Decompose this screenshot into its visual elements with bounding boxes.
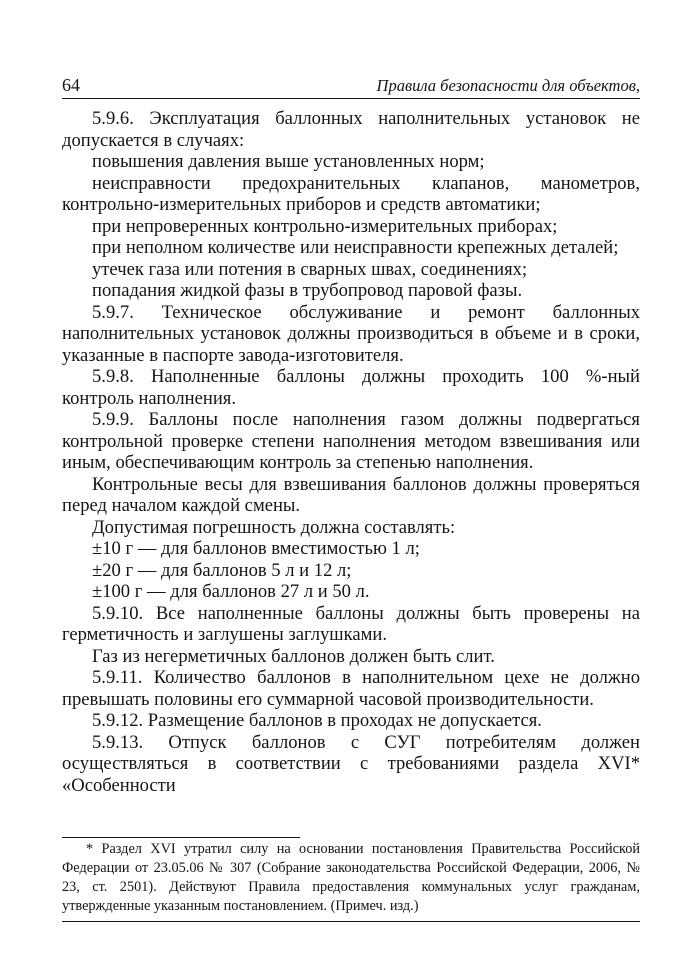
paragraph: повышения давления выше установленных норм; xyxy=(92,151,485,172)
paragraph: ±10 г — для баллонов вместимостью 1 л; xyxy=(92,538,420,559)
paragraph: 5.9.7. Техническое обслуживание и ремонт баллонных наполнительных установок должны производиться в объеме и в сроки, указанные в паспорте завода-изготовителя. xyxy=(62,301,640,366)
paragraph: 5.9.13. Отпуск баллонов с СУГ потребителям должен осуществляться в соответствии с требованиями раздела XVI* «Особенности xyxy=(62,731,640,796)
page-header xyxy=(62,74,640,99)
paragraph: 5.9.9. Баллоны после наполнения газом должны подвергаться контрольной проверке степени наполнения методом взвешивания или иным, обеспечивающим контроль за степенью наполнения. xyxy=(62,409,640,473)
footnote: * Раздел XVI утратил силу на основании постановления Правительства Российской Федерации от 23.05.06 № 307 (Собрание законодательства Российской Федерации, 2006, № 23, ст. 2501). Действуют Правила предоставления коммунальных услуг гражданам, утвержденные указанным постановлением. (Примеч. изд.) xyxy=(62,841,640,914)
running-title: Правила безопасности для объектов, xyxy=(376,76,640,95)
paragraph: неисправности предохранительных клапанов, манометров, контрольно-измерительных приборов и средств автоматики; xyxy=(62,172,640,215)
page-number: 64 xyxy=(62,75,80,95)
paragraph: ±20 г — для баллонов 5 л и 12 л; xyxy=(92,559,352,581)
paragraph: Газ из негерметичных баллонов должен быть слит. xyxy=(92,645,495,667)
footnote-divider xyxy=(62,837,300,838)
paragraph: Контрольные весы для взвешивания баллонов должны проверяться перед началом каждой смены. xyxy=(62,473,640,516)
paragraph: 5.9.10. Все наполненные баллоны должны быть проверены на герметичность и заглушены заглушками. xyxy=(62,602,640,645)
paragraph: 5.9.12. Размещение баллонов в проходах не допускается. xyxy=(92,710,542,731)
paragraph: Допустимая погрешность должна составлять: xyxy=(92,516,456,538)
paragraph: утечек газа или потения в сварных швах, соединениях; xyxy=(92,258,528,280)
paragraph: при неполном количестве или неисправности крепежных деталей; xyxy=(92,237,619,258)
paragraph: ±100 г — для баллонов 27 л и 50 л. xyxy=(92,581,370,602)
paragraph: 5.9.6. Эксплуатация баллонных наполнительных установок не допускается в случаях: xyxy=(62,108,640,151)
paragraph: попадания жидкой фазы в трубопровод паровой фазы. xyxy=(92,280,523,301)
bottom-rule xyxy=(62,921,640,922)
paragraph: при непроверенных контрольно-измерительных приборах; xyxy=(92,215,558,237)
body-text xyxy=(62,108,640,796)
paragraph: 5.9.8. Наполненные баллоны должны проходить 100 %-ный контроль наполнения. xyxy=(62,366,640,409)
paragraph: 5.9.11. Количество баллонов в наполнительном цехе не должно превышать половины его суммарной часовой производительности. xyxy=(62,667,640,710)
